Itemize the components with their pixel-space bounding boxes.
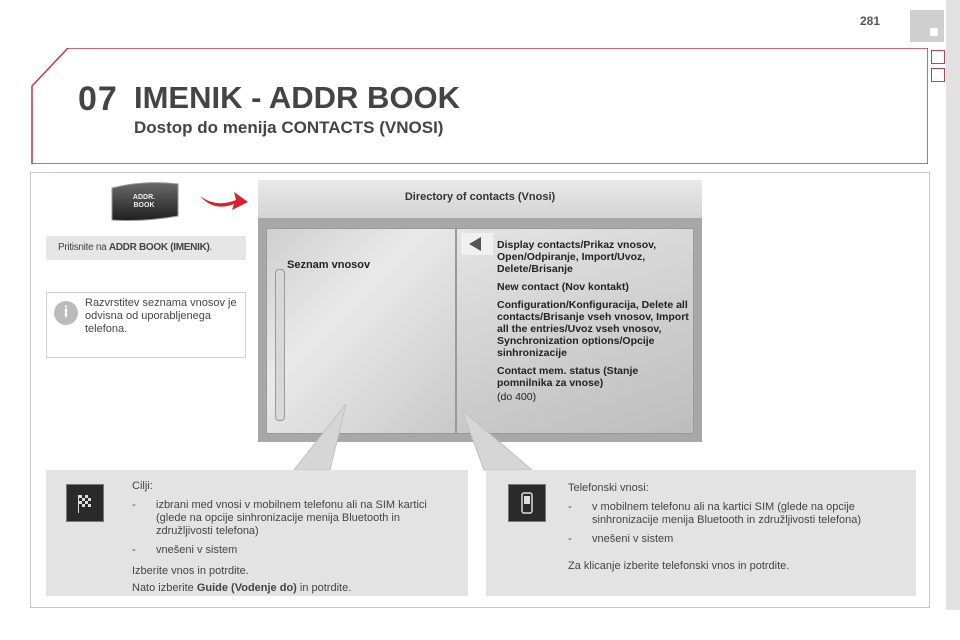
page-subtitle: Dostop do menija CONTACTS (VNOSI)	[134, 118, 444, 137]
destinations-text	[132, 480, 452, 595]
destinations-item: - vnešeni v sistem	[132, 544, 452, 557]
press-instruction-suffix: .	[209, 242, 213, 253]
callout-pointers	[260, 400, 540, 472]
addr-book-button[interactable]	[108, 180, 180, 222]
tab-box-2	[931, 68, 945, 82]
menu-item-new-contact[interactable]: New contact (Nov kontakt)	[497, 281, 629, 293]
menu-note: (do 400)	[497, 391, 537, 403]
chapter-tab-marker	[910, 10, 944, 42]
phone-entries-footer: Za klicanje izberite telefonski vnos in potrdite.	[568, 560, 790, 572]
guide-suffix: in potrdite.	[296, 582, 352, 594]
info-note	[46, 292, 246, 358]
back-arrow-icon[interactable]	[461, 233, 493, 255]
destinations-instruction: Izberite vnos in potrdite.	[132, 565, 249, 577]
press-instruction-prefix: Pritisnite na	[58, 242, 109, 253]
contacts-list-label: Seznam vnosov	[287, 259, 371, 271]
phone-entries-heading: Telefonski vnosi:	[568, 482, 649, 494]
info-note-text: Razvrstitev seznama vnosov je odvisna od uporabljenega telefona.	[85, 297, 237, 335]
tab-box-1	[931, 50, 945, 64]
phone-icon	[508, 484, 546, 522]
destinations-heading: Cilji:	[132, 480, 153, 492]
menu-item-memory-status[interactable]: Contact mem. status (Stanje pomnilnika za vnose)	[497, 365, 639, 389]
info-icon: i	[54, 301, 78, 325]
destinations-guide-instruction	[132, 582, 452, 595]
menu-item-display-contacts[interactable]: Display contacts/Prikaz vnosov, Open/Odpiranje, Import/Uvoz, Delete/Brisanje	[497, 239, 657, 275]
guide-bold: Guide (Vodenje do)	[196, 582, 297, 594]
addr-book-button-label: ADDR. BOOK	[132, 194, 156, 209]
phone-entries-item: - v mobilnem telefonu ali na kartici SIM (glede na opcije sinhronizacije menija Bluetooth in združljivosti telefona)	[568, 501, 908, 527]
destination-flag-icon	[66, 484, 104, 522]
chapter-number: 07	[78, 80, 118, 118]
menu-item-configuration[interactable]: Configuration/Konfiguracija, Delete all contacts/Brisanje vseh vnosov, Import all the entries/Uvoz vseh vnosov, Synchronization options/Opcije sinhronizacije	[497, 299, 689, 359]
press-instruction	[46, 236, 246, 260]
screen-title: Directory of contacts (Vnosi)	[258, 180, 702, 218]
red-arrow-icon	[198, 186, 250, 212]
phone-entries-item: - vnešeni v sistem	[568, 533, 908, 546]
page-number: 281	[860, 14, 881, 28]
press-instruction-bold: ADDR BOOK (IMENIK)	[108, 242, 210, 253]
phone-entries-text	[568, 482, 908, 573]
page-side-strip	[946, 0, 960, 610]
list-scrollbar[interactable]	[275, 269, 285, 421]
page-title: IMENIK - ADDR BOOK	[134, 80, 461, 115]
guide-prefix: Nato izberite	[132, 582, 197, 594]
destinations-item: - izbrani med vnosi v mobilnem telefonu ali na SIM kartici (glede na opcije sinhronizacije menija Bluetooth in združljivosti telefona)	[132, 499, 452, 538]
